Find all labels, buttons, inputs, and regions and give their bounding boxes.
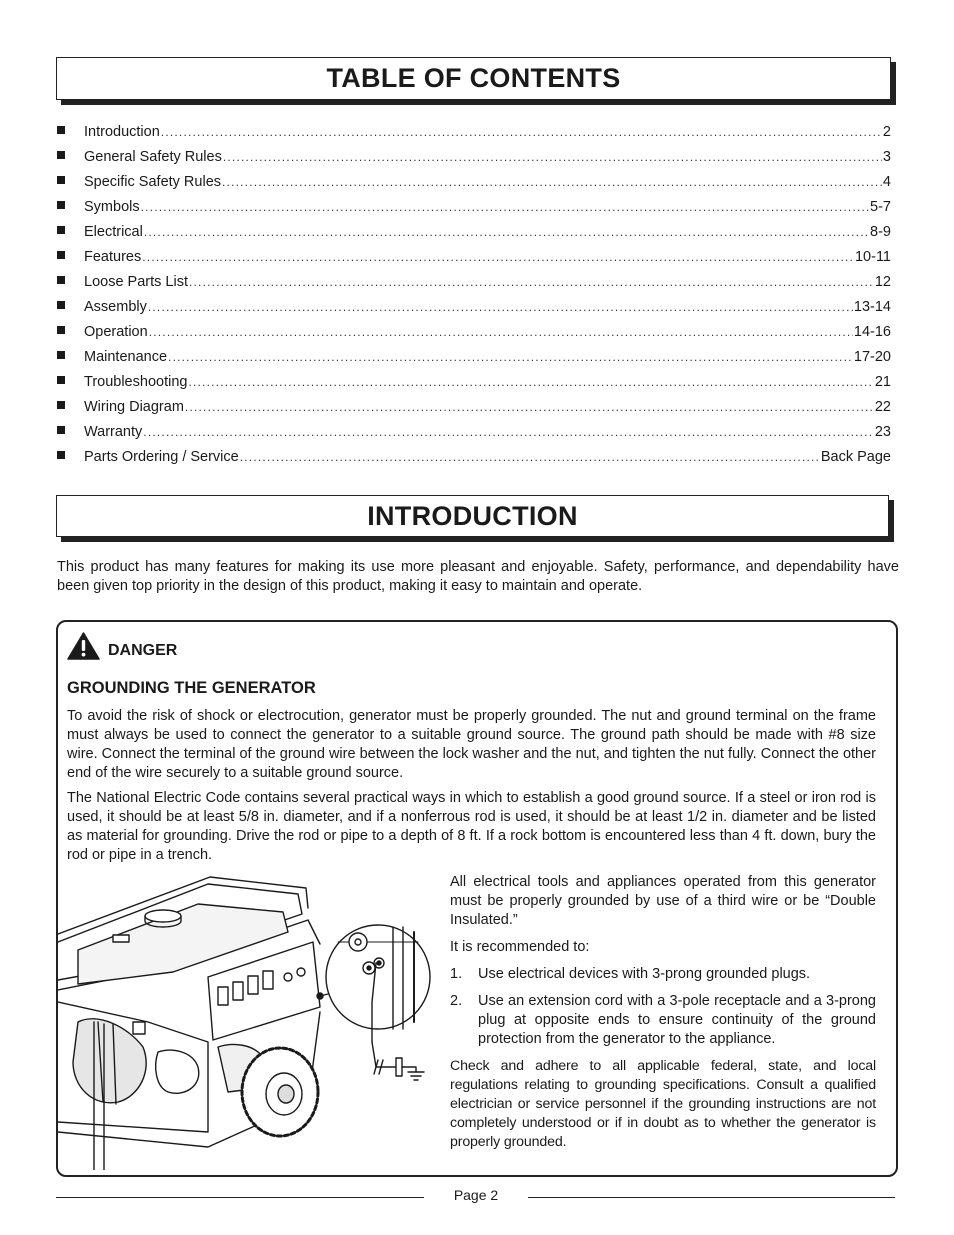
toc-entry-label: Symbols xyxy=(84,199,140,215)
danger-label: DANGER xyxy=(108,642,178,659)
toc-entry-label: Operation xyxy=(84,324,148,340)
toc-entry-page: 17-20 xyxy=(853,349,891,365)
appliance-grounding-text: All electrical tools and appliances operated from this generator must be properly grounded by use of a third wire or be “Double Insulated.” xyxy=(450,874,876,928)
toc-entry-label: Wiring Diagram xyxy=(84,399,184,415)
list-item-text: Use electrical devices with 3-prong grounded plugs. xyxy=(478,966,811,982)
toc-entry-page: 14-16 xyxy=(853,324,891,340)
toc-entry-page: 22 xyxy=(874,399,891,415)
toc-entry-page: 10-11 xyxy=(854,249,891,265)
bullet-square-icon xyxy=(57,351,65,359)
toc-entry-page: 12 xyxy=(874,274,891,290)
dot-leader xyxy=(141,198,869,216)
footer-rule-left xyxy=(56,1197,424,1198)
toc-entry xyxy=(57,198,891,223)
toc-entry xyxy=(57,298,891,323)
toc-entry-page: 23 xyxy=(874,424,891,440)
recommend-text: It is recommended to: xyxy=(450,939,590,955)
toc-entry xyxy=(57,248,891,273)
dot-leader xyxy=(189,273,874,291)
dot-leader xyxy=(144,223,869,241)
generator-grounding-illustration xyxy=(58,872,448,1170)
dot-leader xyxy=(223,148,882,166)
toc-entry xyxy=(57,398,891,423)
list-item-number: 1. xyxy=(450,966,463,982)
toc-entry-label: Introduction xyxy=(84,124,160,140)
dot-leader xyxy=(148,298,853,316)
bullet-square-icon xyxy=(57,176,65,184)
toc-entry-label: Loose Parts List xyxy=(84,274,188,290)
toc-entry-page: 3 xyxy=(882,149,891,165)
footer-rule-right xyxy=(528,1197,895,1198)
bullet-square-icon xyxy=(57,126,65,134)
toc-entry-label: Specific Safety Rules xyxy=(84,174,222,190)
toc-entry xyxy=(57,223,891,248)
intro-title-box xyxy=(56,495,889,537)
toc-entry xyxy=(57,273,891,298)
bullet-square-icon xyxy=(57,376,65,384)
toc-entry xyxy=(57,448,891,473)
toc-entry-label: Electrical xyxy=(84,224,143,240)
toc-entry-label: General Safety Rules xyxy=(84,149,222,165)
dot-leader xyxy=(161,123,882,141)
toc-entry-label: Maintenance xyxy=(84,349,168,365)
regulations-text: Check and adhere to all applicable federal, state, and local regulations relating to grounding specifications. Consult a qualified electrician or service personnel if the grounding instructions are not completely understood or if in doubt as to whether the generator is properly grounded. xyxy=(450,1058,876,1150)
toc-entry-label: Troubleshooting xyxy=(84,374,188,390)
dot-leader xyxy=(143,423,874,441)
list-item xyxy=(450,965,876,984)
dot-leader xyxy=(142,248,854,266)
toc-entry-label: Warranty xyxy=(84,424,143,440)
toc-entry-label: Assembly xyxy=(84,299,147,315)
toc-entry-page: Back Page xyxy=(820,449,891,465)
recommend-list xyxy=(450,965,876,1049)
toc-list xyxy=(57,123,891,473)
toc-entry xyxy=(57,323,891,348)
bullet-square-icon xyxy=(57,326,65,334)
toc-entry-page: 4 xyxy=(882,174,891,190)
toc-title-box xyxy=(56,57,891,100)
dot-leader xyxy=(185,398,874,416)
toc-entry-page: 2 xyxy=(882,124,891,140)
bullet-square-icon xyxy=(57,226,65,234)
dot-leader xyxy=(149,323,853,341)
toc-entry-page: 8-9 xyxy=(870,224,891,240)
bullet-square-icon xyxy=(57,451,65,459)
warning-triangle-icon xyxy=(67,632,100,660)
toc-entry xyxy=(57,373,891,398)
bullet-square-icon xyxy=(57,401,65,409)
dot-leader xyxy=(188,373,873,391)
toc-entry xyxy=(57,173,891,198)
nec-paragraph: The National Electric Code contains several practical ways in which to establish a good ground source. If a steel or iron rod is used, it should be at least 5/8 in. diameter, and if a nonferrous rod is used, it should be at least 1/2 in. diameter and be listed as material for grounding. Drive the rod or pipe to a depth of 8 ft. If a rock bottom is encountered less than 4 ft. down, bury the rod or pipe in a trench. xyxy=(67,790,876,863)
list-item-number: 2. xyxy=(450,993,463,1009)
toc-entry xyxy=(57,348,891,373)
bullet-square-icon xyxy=(57,426,65,434)
dot-leader xyxy=(222,173,882,191)
toc-entry-page: 5-7 xyxy=(870,199,891,215)
bullet-square-icon xyxy=(57,201,65,209)
toc-entry-label: Parts Ordering / Service xyxy=(84,449,239,465)
list-item xyxy=(450,992,876,1049)
grounding-paragraph: To avoid the risk of shock or electrocution, generator must be properly grounded. The nut and ground terminal on the frame must always be used to connect the generator to a suitable ground source. The ground path should be made with #8 size wire. Connect the terminal of the ground wire between the lock washer and the nut, and tighten the nut fully. Connect the other end of the wire securely to a suitable ground source. xyxy=(67,708,876,781)
list-item-text: Use an extension cord with a 3-pole receptacle and a 3-prong plug at opposite ends to ensure continuity of the ground protection from the generator to the appliance. xyxy=(478,993,876,1047)
page-number: Page 2 xyxy=(453,1187,499,1203)
intro-title: INTRODUCTION xyxy=(367,500,578,531)
bullet-square-icon xyxy=(57,301,65,309)
toc-entry-label: Features xyxy=(84,249,142,265)
toc-entry xyxy=(57,423,891,448)
bullet-square-icon xyxy=(57,151,65,159)
bullet-square-icon xyxy=(57,251,65,259)
dot-leader xyxy=(168,348,853,366)
grounding-heading: GROUNDING THE GENERATOR xyxy=(67,679,316,697)
toc-title: TABLE OF CONTENTS xyxy=(326,63,621,93)
toc-entry-page: 13-14 xyxy=(853,299,891,315)
intro-text: This product has many features for making its use more pleasant and enjoyable. Safety, performance, and dependability have been given top priority in the design of this product, making it easy to maintain and operate. xyxy=(57,559,899,594)
bullet-square-icon xyxy=(57,276,65,284)
dot-leader xyxy=(240,448,820,466)
right-column xyxy=(450,873,876,1160)
toc-entry xyxy=(57,123,891,148)
toc-entry xyxy=(57,148,891,173)
toc-entry-page: 21 xyxy=(874,374,891,390)
